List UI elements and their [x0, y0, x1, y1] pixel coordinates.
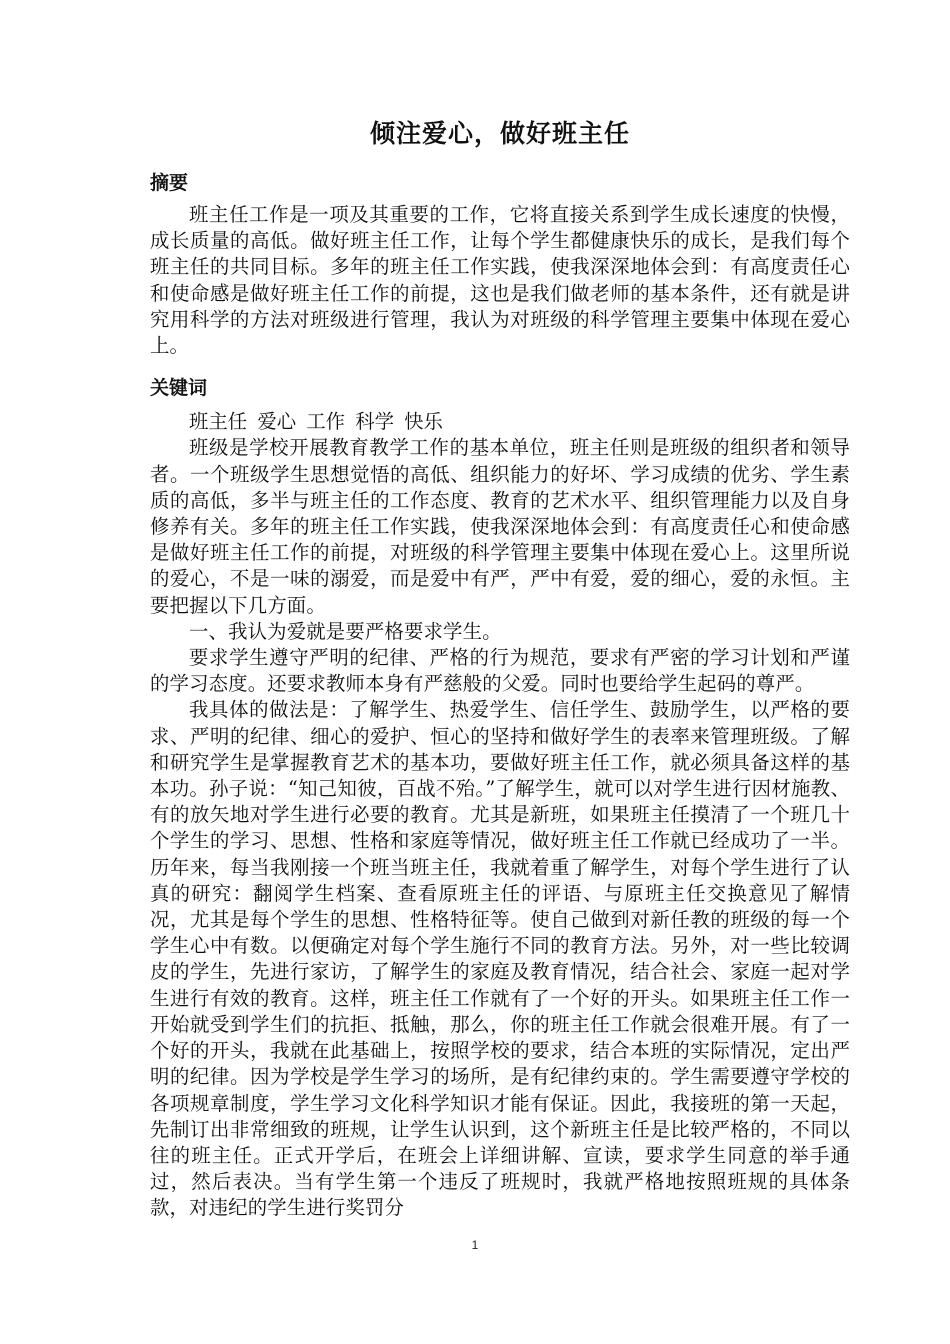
- document-title: 倾注爱心，做好班主任: [369, 119, 630, 148]
- body-paragraph-2: 要求学生遵守严明的纪律、严格的行为规范，要求有严密的学习计划和严谨的学习态度。还要求教师本身有严慈般的父爱。同时也要给学生起码的尊严。: [150, 646, 850, 696]
- body-paragraph-3: 我具体的做法是：了解学生、热爱学生、信任学生、鼓励学生，以严格的要求、严明的纪律、细心的爱护、恒心的坚持和做好学生的表率来管理班级。了解和研究学生是掌握教育艺术的基本功，要做好班主任工作，就必须具备这样的基本功。孙子说：“知己知彼，百战不殆。”了解学生，就可以对学生进行因材施教、有的放矢地对学生进行必要的教育。尤其是新班，如果班主任摸清了一个班几十个学生的学习、思想、性格和家庭等情况，做好班主任工作就已经成功了一半。历年来，每当我刚接一个班当班主任，我就着重了解学生，对每个学生进行了认真的研究：翻阅学生档案、查看原班主任的评语、与原班主任交换意见了解情况，尤其是每个学生的思想、性格特征等。使自己做到对新任教的班级的每一个学生心中有数。以便确定对每个学生施行不同的教育方法。另外，对一些比较调皮的学生，先进行家访，了解学生的家庭及教育情况，结合社会、家庭一起对学生进行有效的教育。这样，班主任工作就有了一个好的开头。如果班主任工作一开始就受到学生们的抗拒、抵触，那么，你的班主任工作就会很难开展。有了一个好的开头，我就在此基础上，按照学校的要求，结合本班的实际情况，定出严明的纪律。因为学校是学生学习的场所，是有纪律约束的。学生需要遵守学校的各项规章制度，学生学习文化科学知识才能有保证。因此，我接班的第一天起，先制订出非常细致的班规，让学生认识到，这个新班主任是比较严格的，不同以往的班主任。正式开学后，在班会上详细讲解、宣读，要求学生同意的举手通过，然后表决。当有学生第一个违反了班规时，我就严格地按照班规的具体条款，对违纪的学生进行奖罚分: [150, 698, 850, 1220]
- abstract-heading: 摘要: [150, 172, 189, 194]
- keywords-heading: 关键词: [150, 377, 208, 400]
- abstract-paragraph: 班主任工作是一项及其重要的工作，它将直接关系到学生成长速度的快慢，成长质量的高低。做好班主任工作，让每个学生都健康快乐的成长，是我们每个班主任的共同目标。多年的班主任工作实践，使我深深地体会到：有高度责任心和使命感是做好班主任工作的前提，这也是我们做老师的基本条件，还有就是讲究用科学的方法对班级进行管理，我认为对班级的科学管理主要集中体现在爱心上。: [150, 203, 850, 358]
- body-paragraph-1: 班级是学校开展教育教学工作的基本单位，班主任则是班级的组织者和领导者。一个班级学生思想觉悟的高低、组织能力的好坏、学习成绩的优劣、学生素质的高低，多半与班主任的工作态度、教育的艺术水平、组织管理能力以及自身修养有关。多年的班主任工作实践，使我深深地体会到：有高度责任心和使命感是做好班主任工作的前提，对班级的科学管理主要集中体现在爱心上。这里所说的爱心，不是一味的溺爱，而是爱中有严，严中有爱，爱的细心，爱的永恒。主要把握以下几方面。: [150, 436, 850, 617]
- keywords-line: 班主任 爱心 工作 科学 快乐: [189, 410, 443, 434]
- page-number: 1: [471, 1238, 479, 1252]
- section-heading-1: 一、我认为爱就是要严格要求学生。: [189, 619, 502, 643]
- document-page: [150, 0, 850, 1222]
